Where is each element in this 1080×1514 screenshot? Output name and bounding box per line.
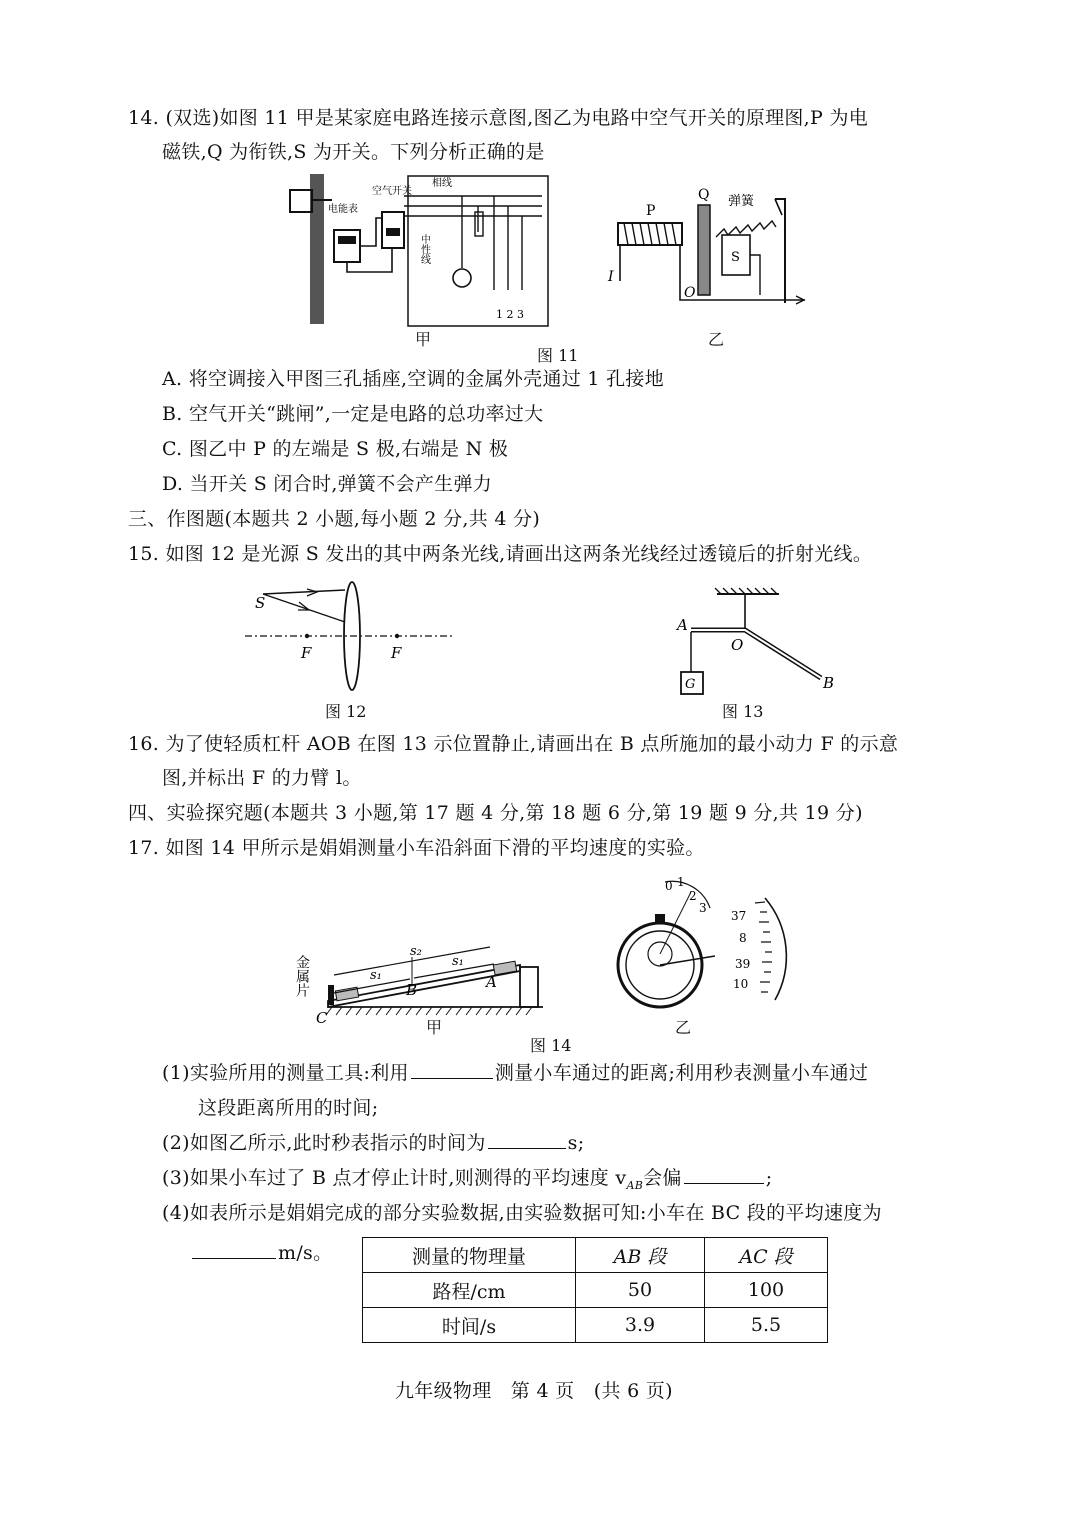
label-f-right: F: [391, 644, 402, 662]
figure-14-yi: [615, 870, 790, 1020]
section-3-heading: 三、作图题(本题共 2 小题,每小题 2 分,共 4 分): [128, 508, 541, 530]
table-row: [363, 1273, 828, 1308]
q15-text: 15. 如图 12 是光源 S 发出的其中两条光线,请画出这两条光线经过透镜后的折射光线。: [128, 543, 873, 565]
ray-1: [263, 590, 345, 594]
table-cell: 100: [705, 1273, 828, 1308]
q14-line2: 磁铁,Q 为衔铁,S 为开关。下列分析正确的是: [162, 141, 545, 163]
label-a: A: [486, 973, 497, 991]
scale-8: 8: [739, 931, 747, 945]
answer-blank-4[interactable]: [192, 1240, 276, 1259]
table-header-cell: AB 段: [576, 1238, 705, 1273]
q17-sub1-text-b: 测量小车通过的距离;利用秒表测量小车通过: [494, 1062, 869, 1084]
scale-39: 39: [735, 957, 751, 971]
meter-label: 电能表: [328, 204, 358, 215]
label-q: Q: [698, 187, 710, 203]
incoming-wire-box: [290, 190, 312, 212]
label-b: B: [406, 981, 418, 999]
q17-sub3-text-c: ;: [765, 1167, 773, 1189]
label-b: B: [823, 674, 835, 692]
label-spring: 弹簧: [728, 194, 755, 209]
label-o: O: [684, 285, 696, 301]
page-footer: 九年级物理 第 4 页 (共 6 页): [395, 1380, 673, 1402]
label-metal-plate: 金属片: [294, 955, 310, 997]
figure-12: [245, 582, 460, 694]
neutral-label: 中性线: [418, 234, 430, 264]
fig11-yi-label: 乙: [708, 330, 725, 349]
table-cell: 5.5: [705, 1308, 828, 1343]
scale-10: 10: [733, 977, 749, 991]
q17-sub3-subscript: AB: [626, 1178, 644, 1192]
label-s1-lower: s₁: [370, 968, 382, 983]
meter-box: [334, 230, 360, 262]
figure-11-yi: [600, 185, 815, 315]
label-s2: s₂: [410, 944, 422, 959]
figure-14-jia: [294, 935, 548, 1027]
q17-sub1-line2: 这段距离所用的时间;: [198, 1097, 379, 1119]
fig14-yi-label: 乙: [675, 1018, 692, 1037]
data-table: [362, 1237, 828, 1343]
fig11-caption: 图 11: [537, 346, 579, 365]
q17-sub3-text-b: 会偏: [643, 1167, 682, 1189]
q14-option-b: B. 空气开关“跳闸”,一定是电路的总功率过大: [162, 403, 544, 425]
q14-option-d: D. 当开关 S 闭合时,弹簧不会产生弹力: [162, 473, 493, 495]
dial-3: 3: [699, 901, 707, 915]
label-i: I: [608, 269, 614, 285]
q17-sub2-text-b: s;: [567, 1132, 585, 1154]
table-cell: 时间/s: [363, 1308, 576, 1343]
q14-option-a: A. 将空调接入甲图三孔插座,空调的金属外壳通过 1 孔接地: [162, 368, 665, 390]
fig13-caption: 图 13: [722, 702, 764, 721]
breaker-label: 空气开关: [372, 186, 412, 197]
q17-sub2: [162, 1130, 584, 1156]
metal-plate: [328, 985, 334, 1005]
label-a: A: [677, 616, 688, 634]
ray-2: [263, 594, 345, 622]
label-o: O: [731, 636, 744, 654]
q14-line1: 14. (双选)如图 11 甲是某家庭电路连接示意图,图乙为电路中空气开关的原理图,P 为电: [128, 107, 869, 129]
fig12-caption: 图 12: [325, 702, 367, 721]
label-g: G: [685, 677, 696, 692]
table-cell: 3.9: [576, 1308, 705, 1343]
label-s1-upper: s₁: [452, 954, 464, 969]
q17-sub4-unit: m/s。: [278, 1242, 333, 1264]
label-c: C: [316, 1009, 328, 1027]
q17-sub1-line1: [162, 1060, 868, 1086]
table-header-cell: 测量的物理量: [363, 1238, 576, 1273]
live-label: 相线: [432, 178, 452, 189]
q17-sub1-text-a: (1)实验所用的测量工具:利用: [162, 1062, 409, 1084]
fig11-jia-label: 甲: [415, 330, 432, 349]
dial-1: 1: [677, 875, 685, 889]
armature-q: [698, 205, 710, 295]
section-4-heading: 四、实验探究题(本题共 3 小题,第 17 题 4 分,第 18 题 6 分,第 19 题 9 分,共 19 分): [128, 802, 863, 824]
q17-sub2-text-a: (2)如图乙所示,此时秒表指示的时间为: [162, 1132, 486, 1154]
answer-blank-1[interactable]: [411, 1060, 493, 1079]
fig14-caption: 图 14: [530, 1036, 572, 1055]
lamp: [453, 269, 471, 287]
q17-sub3: [162, 1165, 772, 1199]
label-s: S: [731, 250, 740, 265]
scale-37: 37: [731, 909, 747, 923]
support-block: [520, 967, 538, 1007]
table-row: [363, 1308, 828, 1343]
socket-numbers: 1 2 3: [496, 308, 524, 321]
q17-sub3-text-a: (3)如果小车过了 B 点才停止计时,则测得的平均速度 v: [162, 1167, 627, 1189]
figure-13: [673, 588, 843, 698]
fig14-jia-label: 甲: [426, 1018, 443, 1037]
q17-text: 17. 如图 14 甲所示是娟娟测量小车沿斜面下滑的平均速度的实验。: [128, 837, 705, 859]
answer-blank-2[interactable]: [488, 1130, 566, 1149]
q16-line2: 图,并标出 F 的力臂 l。: [162, 767, 362, 789]
q16-line1: 16. 为了使轻质杠杆 AOB 在图 13 示位置静止,请画出在 B 点所施加的最小动力 F 的示意: [128, 733, 899, 755]
table-header-row: [363, 1238, 828, 1273]
table-header-cell: AC 段: [705, 1238, 828, 1273]
dial-0: 0: [665, 879, 673, 893]
q17-sub4: (4)如表所示是娟娟完成的部分实验数据,由实验数据可知:小车在 BC 段的平均速度为: [162, 1202, 882, 1224]
label-s-source: S: [255, 594, 266, 612]
second-hand: [660, 956, 715, 965]
table-cell: 路程/cm: [363, 1273, 576, 1308]
q14-option-c: C. 图乙中 P 的左端是 S 极,右端是 N 极: [162, 438, 509, 460]
label-f-left: F: [301, 644, 312, 662]
table-cell: 50: [576, 1273, 705, 1308]
label-p: P: [646, 203, 656, 219]
answer-blank-3[interactable]: [684, 1165, 764, 1184]
q17-sub4-answer: [190, 1240, 332, 1266]
dial-2: 2: [689, 889, 697, 903]
